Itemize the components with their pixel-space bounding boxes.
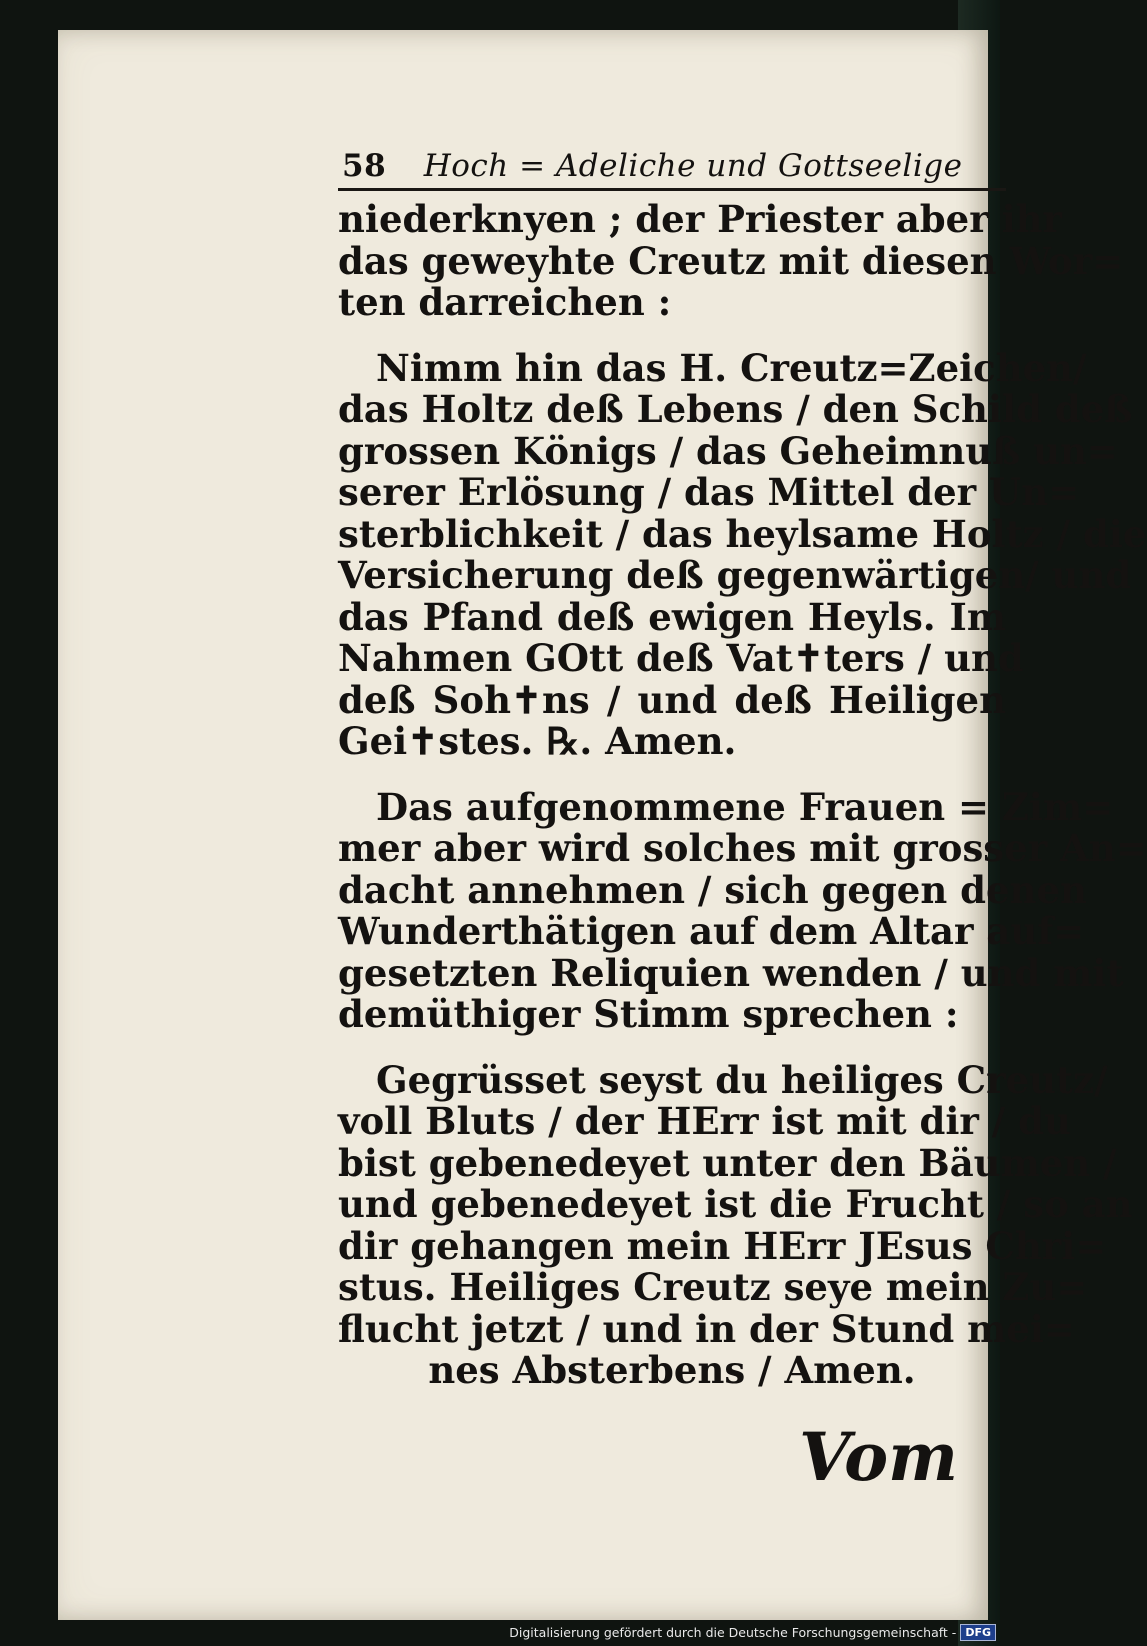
text-line: gesetzten Reliquien wenden / und mit (338, 950, 1124, 995)
paragraph-prayer-hail (338, 1057, 1133, 1309)
text-line: grossen Königs / das Geheimnuß un= (338, 428, 1118, 473)
text-line: sterblichkeit / das heylsame Holtz / die (338, 511, 1147, 556)
paragraph-instruction (338, 784, 1147, 1036)
text-line: nes Absterbens / Amen. (428, 1348, 916, 1392)
text-line: stus. Heiliges Creutz seye mein Zu= (338, 1265, 1088, 1309)
text-line: das Pfand deß ewigen Heyls. Im (338, 594, 1006, 639)
text-line: niederknyen ; der Priester aber ihr (338, 197, 1063, 241)
text-line: Nahmen GOtt deß Vat✝ters / und (338, 636, 1024, 680)
text-line: serer Erlösung / das Mittel der Un= (338, 470, 1080, 514)
text-line: Gei✝stes. ℞. Amen. (338, 719, 737, 763)
text-line: das Holtz deß Lebens / den Schild deß (338, 387, 1133, 431)
running-head (338, 148, 1006, 188)
text-line: Nimm hin das H. Creutz=Zeichen/ (376, 345, 1087, 390)
text-line: mer aber wird solches mit grosser An= (338, 826, 1147, 870)
running-title: Hoch = Adeliche und Gottseelige (423, 148, 963, 184)
page-content (338, 148, 1147, 1392)
text-line: Gegrüsset seyst du heiliges Creutz/ (376, 1057, 1108, 1102)
text-line: voll Bluts / der HErr ist mit dir / du (338, 1099, 1071, 1143)
paragraph-prayer-hail-end (338, 1306, 1075, 1392)
text-line: dir gehangen mein HErr JEsus Chri= (338, 1223, 1107, 1268)
text-line: flucht jetzt / und in der Stund mei= (338, 1306, 1075, 1351)
catchword: Vom (798, 1418, 958, 1496)
text-line: deß Soh✝ns / und deß Heiligen (338, 677, 1006, 722)
text-line: Das aufgenommene Frauen = Zim= (376, 784, 1114, 829)
text-line: das geweyhte Creutz mit diesen Wor= (338, 238, 1124, 283)
text-line: und gebenedeyet ist die Frucht / so an (338, 1182, 1133, 1226)
text-line: Versicherung deß gegenwärtigen/ und (338, 553, 1132, 597)
dfg-logo: DFG (960, 1624, 996, 1641)
text-line: demüthiger Stimm sprechen : (338, 992, 959, 1036)
text-line: bist gebenedeyet unter den Bäumen / (338, 1140, 1117, 1185)
header-rule (338, 188, 1006, 191)
digitization-credit (509, 1624, 996, 1641)
text-line: dacht annehmen / sich gegen denen (338, 867, 1087, 912)
page-number: 58 (342, 148, 387, 184)
paragraph-prayer-cross (338, 345, 1147, 763)
text-line: Wunderthätigen auf dem Altar auf= (338, 909, 1085, 953)
paragraph-intro (338, 197, 1124, 324)
text-line: ten darreichen : (338, 280, 672, 324)
credit-text: Digitalisierung gefördert durch die Deutsche Forschungsgemeinschaft - (509, 1625, 957, 1640)
book-page (58, 30, 1147, 1620)
